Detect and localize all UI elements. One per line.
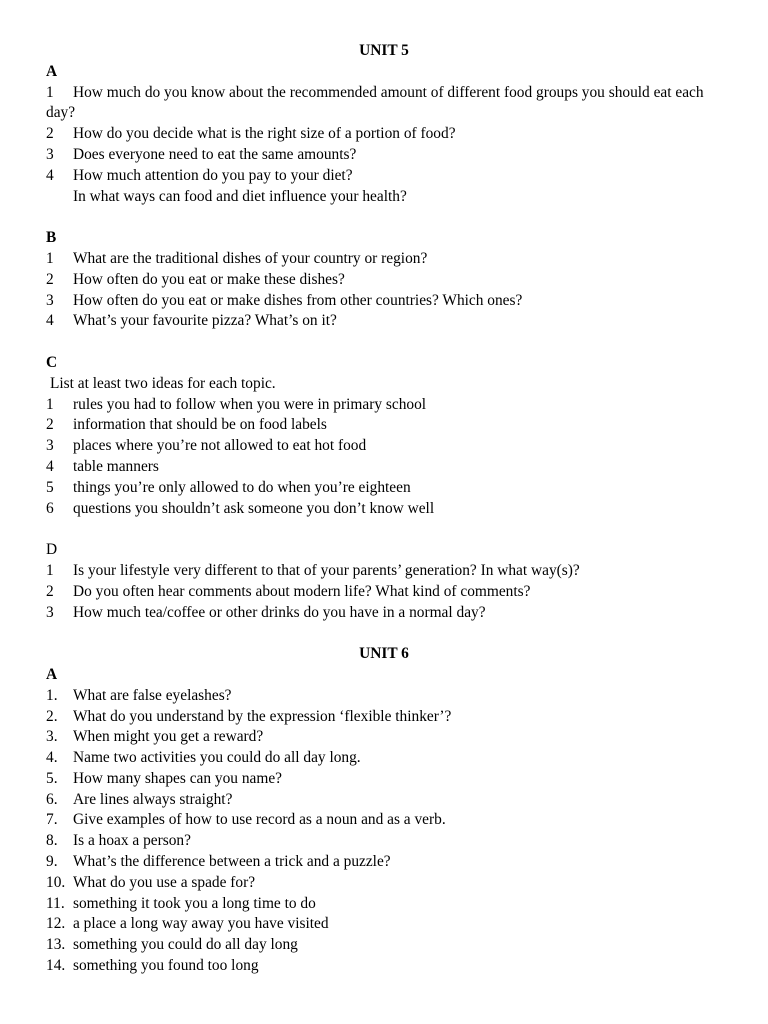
section-intro: List at least two ideas for each topic. bbox=[50, 374, 276, 392]
list-item bbox=[46, 249, 726, 270]
list-item bbox=[46, 83, 726, 125]
item-text: Is your lifestyle very different to that of your parents’ generation? In what way(s)? bbox=[73, 561, 580, 579]
item-text: something you could do all day long bbox=[73, 936, 298, 954]
list-item bbox=[46, 686, 726, 707]
item-text: How much tea/coffee or other drinks do you have in a normal day? bbox=[73, 603, 486, 621]
item-number: 3 bbox=[46, 437, 54, 455]
list-item bbox=[46, 831, 726, 852]
item-number: 5 bbox=[46, 478, 54, 496]
item-text: How often do you eat or make dishes from other countries? Which ones? bbox=[73, 291, 523, 309]
item-text: places where you’re not allowed to eat hot food bbox=[73, 437, 367, 455]
item-number: 14. bbox=[46, 957, 66, 975]
item-number: 4. bbox=[46, 749, 58, 767]
item-number: 2 bbox=[46, 270, 54, 288]
list-item bbox=[46, 478, 726, 499]
list-item bbox=[46, 603, 726, 624]
item-text: Does everyone need to eat the same amounts? bbox=[73, 145, 357, 163]
list-item bbox=[46, 894, 726, 915]
item-text: How many shapes can you name? bbox=[73, 769, 282, 787]
item-text: something it took you a long time to do bbox=[73, 894, 316, 912]
list-item bbox=[46, 436, 726, 457]
unit5-section-a-heading: A bbox=[46, 62, 58, 80]
list-item bbox=[46, 582, 726, 603]
item-number: 2. bbox=[46, 707, 58, 725]
item-number: 11. bbox=[46, 894, 65, 912]
item-text: How do you decide what is the right size of a portion of food? bbox=[73, 125, 456, 143]
item-number: 6 bbox=[46, 499, 54, 517]
item-text: What’s your favourite pizza? What’s on it? bbox=[73, 312, 337, 330]
list-item bbox=[46, 457, 726, 478]
item-number: 1 bbox=[46, 561, 54, 579]
item-text: a place a long way away you have visited bbox=[73, 915, 329, 933]
item-text: Is a hoax a person? bbox=[73, 832, 191, 850]
item-text: something you found too long bbox=[73, 957, 259, 975]
list-item bbox=[46, 852, 726, 873]
item-text: What are false eyelashes? bbox=[73, 686, 232, 704]
list-item bbox=[46, 291, 726, 312]
item-text: Give examples of how to use record as a noun and as a verb. bbox=[73, 811, 446, 829]
item-number: 4 bbox=[46, 457, 54, 475]
item-number: 2 bbox=[46, 416, 54, 434]
item-number: 6. bbox=[46, 790, 58, 808]
list-item bbox=[46, 499, 726, 520]
document-page bbox=[46, 41, 726, 977]
item-number: 12. bbox=[46, 915, 66, 933]
list-item bbox=[46, 914, 726, 935]
item-text: things you’re only allowed to do when you’re eighteen bbox=[73, 478, 411, 496]
item-continuation: In what ways can food and diet influence your health? bbox=[73, 187, 407, 205]
item-number: 4 bbox=[46, 166, 54, 184]
item-number: 3. bbox=[46, 728, 58, 746]
item-number: 10. bbox=[46, 873, 66, 891]
item-text: What do you understand by the expression ‘flexible thinker’? bbox=[73, 707, 452, 725]
item-text: When might you get a reward? bbox=[73, 728, 264, 746]
list-item bbox=[46, 873, 726, 894]
item-text: questions you shouldn’t ask someone you don’t know well bbox=[73, 499, 435, 517]
item-number: 1 bbox=[46, 395, 54, 413]
list-item bbox=[46, 166, 726, 187]
item-text: Are lines always straight? bbox=[73, 790, 233, 808]
item-number: 5. bbox=[46, 769, 58, 787]
item-text: What do you use a spade for? bbox=[73, 873, 256, 891]
item-number: 8. bbox=[46, 832, 58, 850]
item-text: How often do you eat or make these dishes? bbox=[73, 270, 345, 288]
item-number: 3 bbox=[46, 603, 54, 621]
item-number: 2 bbox=[46, 582, 54, 600]
list-item bbox=[46, 124, 726, 145]
list-item bbox=[46, 145, 726, 166]
list-item bbox=[46, 707, 726, 728]
list-item bbox=[46, 790, 726, 811]
unit5-section-b-heading: B bbox=[46, 229, 57, 247]
item-text: What’s the difference between a trick and a puzzle? bbox=[73, 853, 391, 871]
item-text: How much do you know about the recommended amount of different food groups you should eat each day? bbox=[46, 83, 704, 122]
list-item bbox=[46, 415, 726, 436]
item-number: 1 bbox=[46, 83, 54, 101]
item-text: Do you often hear comments about modern life? What kind of comments? bbox=[73, 582, 531, 600]
list-item bbox=[46, 956, 726, 977]
item-text: table manners bbox=[73, 457, 159, 475]
item-number: 7. bbox=[46, 811, 58, 829]
item-number: 9. bbox=[46, 853, 58, 871]
item-text: rules you had to follow when you were in primary school bbox=[73, 395, 427, 413]
unit-5-title: UNIT 5 bbox=[359, 42, 409, 59]
list-item bbox=[46, 395, 726, 416]
unit-6-title: UNIT 6 bbox=[359, 645, 409, 663]
item-number: 13. bbox=[46, 936, 66, 954]
list-item bbox=[46, 270, 726, 291]
list-item bbox=[46, 810, 726, 831]
unit5-section-d-heading: D bbox=[46, 541, 58, 559]
unit5-section-c-heading: C bbox=[46, 353, 58, 371]
unit6-section-a-heading: A bbox=[46, 665, 58, 683]
list-item bbox=[46, 561, 726, 582]
item-number: 3 bbox=[46, 145, 54, 163]
list-item bbox=[46, 748, 726, 769]
item-text: How much attention do you pay to your diet? bbox=[73, 166, 353, 184]
list-item bbox=[46, 769, 726, 790]
item-number: 1 bbox=[46, 249, 54, 267]
item-number: 1. bbox=[46, 686, 58, 704]
list-item bbox=[46, 311, 726, 332]
item-number: 4 bbox=[46, 312, 54, 330]
item-text: What are the traditional dishes of your country or region? bbox=[73, 249, 428, 267]
item-text: information that should be on food labels bbox=[73, 416, 327, 434]
list-item bbox=[46, 727, 726, 748]
item-number: 2 bbox=[46, 125, 54, 143]
item-text: Name two activities you could do all day long. bbox=[73, 749, 361, 767]
list-item bbox=[46, 935, 726, 956]
item-number: 3 bbox=[46, 291, 54, 309]
